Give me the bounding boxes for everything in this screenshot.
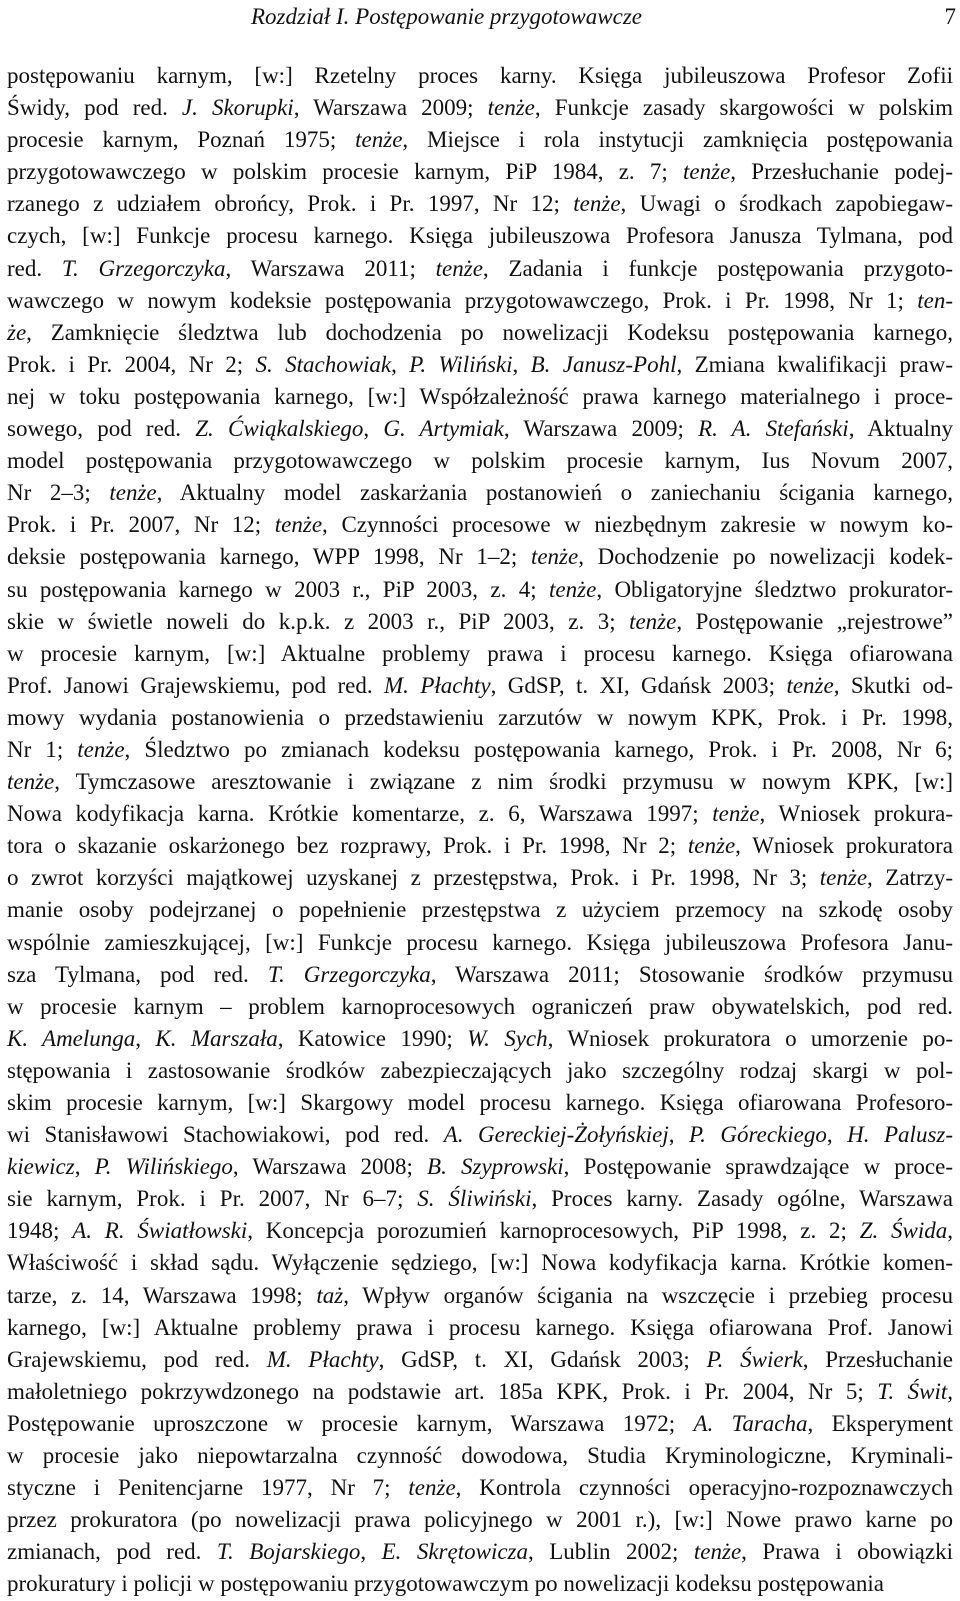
italic-text-segment: Z. Świda: [859, 1218, 948, 1244]
italic-text-segment: K. Marszała: [155, 1025, 278, 1051]
italic-text-segment: tenże: [786, 672, 834, 698]
text-segment: ,: [135, 1025, 156, 1051]
italic-text-segment: T. Świt: [877, 1378, 948, 1404]
text-line: [7, 574, 953, 606]
text-segment: , Eksperyment: [807, 1410, 953, 1436]
text-segment: tora o skazanie oskarżonego bez rozprawy, Prok. i Pr. 1998, Nr 2;: [7, 833, 688, 859]
text-segment: model postępowania przygotowawczego w polskim procesie karnym, Ius Novum 2007,: [7, 448, 953, 474]
text-segment: red.: [7, 255, 62, 281]
text-line: [7, 959, 953, 991]
italic-text-segment: M. Płachty: [384, 672, 491, 698]
text-line: [7, 509, 953, 541]
text-segment: sowego, pod red.: [7, 416, 196, 442]
text-segment: skim procesie karnym, [w:] Skargowy model procesu karnego. Księga ofiarowana Profesoro-: [7, 1090, 953, 1115]
text-segment: Właściwość i skład sądu. Wyłączenie sędziego, [w:] Nowa kodyfikacja karna. Krótkie komen-: [7, 1250, 953, 1276]
text-segment: ,: [74, 1154, 95, 1180]
text-line: [7, 670, 953, 702]
italic-text-segment: K. Amelunga: [7, 1025, 136, 1051]
text-line: [7, 638, 953, 670]
text-segment: sie karnym, Prok. i Pr. 2007, Nr 6–7;: [7, 1186, 418, 1212]
italic-text-segment: T. Bojarskiego: [216, 1539, 361, 1565]
text-segment: , Warszawa 2009;: [293, 95, 488, 121]
text-segment: , Dochodzenie po nowelizacji kodek-: [578, 544, 953, 570]
text-segment: ,: [391, 351, 410, 377]
text-segment: przez prokuratora (po nowelizacji prawa policyjnego w 2001 r.), [w:] Nowe prawo karne po: [7, 1507, 953, 1533]
text-segment: , Zadania i funkcje postępowania przygoto-: [482, 255, 953, 281]
text-line: [7, 413, 953, 445]
text-segment: , Aktualny: [848, 416, 953, 442]
text-segment: , Katowice 1990;: [277, 1025, 468, 1051]
text-line: [7, 349, 953, 381]
italic-text-segment: tenże: [693, 1539, 742, 1565]
text-segment: wi Stanisławowi Stachowiakowi, pod red.: [7, 1122, 444, 1148]
italic-text-segment: tenże: [408, 1475, 456, 1501]
text-segment: , Wniosek prokura-: [759, 801, 953, 827]
bibliography-text: [7, 60, 953, 1601]
text-segment: tarze, z. 14, Warszawa 1998;: [7, 1282, 317, 1308]
text-segment: Nr 2–3;: [7, 480, 110, 506]
text-segment: Prok. i Pr. 2004, Nr 2;: [7, 351, 256, 377]
text-line: [7, 798, 953, 830]
italic-text-segment: taż: [316, 1282, 344, 1308]
text-segment: Prok. i Pr. 2007, Nr 12;: [7, 512, 275, 538]
text-segment: , Miejsce i rola instytucji zamknięcia postępowania: [402, 127, 953, 153]
italic-text-segment: tenże: [109, 480, 157, 506]
text-line: [7, 991, 953, 1023]
text-segment: , Przesłuchanie podej-: [730, 159, 953, 185]
italic-text-segment: tenże: [573, 191, 621, 217]
text-line: [7, 253, 953, 285]
text-segment: sza Tylmana, pod red.: [7, 961, 268, 987]
text-line: [7, 1408, 953, 1440]
italic-text-segment: Z. Ćwiąkalskiego: [195, 416, 364, 442]
page-header: [0, 0, 960, 36]
text-line: [7, 188, 953, 220]
text-segment: prokuratury i policji w postępowaniu przygotowawczym po nowelizacji kodeksu postępowania: [7, 1571, 884, 1597]
italic-text-segment: T. Grzegorczyka: [61, 255, 226, 281]
text-line: [7, 477, 953, 509]
text-line: [7, 1023, 953, 1055]
text-segment: , Wniosek prokuratora: [735, 833, 953, 859]
text-segment: , Kontrola czynności operacyjno-rozpoznawczych: [455, 1475, 953, 1501]
text-segment: , Obligatoryjne śledztwo prokurator-: [596, 576, 953, 602]
text-segment: , Aktualny model zaskarżania postanowień o zaniechaniu ścigania karnego,: [156, 480, 953, 506]
text-segment: przygotowawczego w polskim procesie karnym, PiP 1984, z. 7;: [7, 159, 684, 185]
italic-text-segment: tenże: [274, 512, 323, 538]
text-line: [7, 60, 953, 92]
text-segment: , GdSP, t. XI, Gdańsk 2003;: [378, 1346, 707, 1372]
italic-text-segment: A. R. Światłowski: [72, 1218, 248, 1244]
page-number: 7: [944, 4, 956, 29]
text-line: [7, 1504, 953, 1536]
text-segment: , Postępowanie „rejestrowe”: [676, 608, 953, 634]
italic-text-segment: tenże: [530, 544, 579, 570]
text-line: [7, 1183, 953, 1215]
italic-text-segment: tenże: [487, 95, 535, 121]
text-segment: Prof. Janowi Grajewskiemu, pod red.: [7, 672, 385, 698]
text-segment: karnego, [w:] Aktualne problemy prawa i procesu karnego. Księga ofiarowana Prof. Janowi: [7, 1314, 953, 1340]
text-line: [7, 1536, 953, 1568]
italic-text-segment: J. Skorupki: [181, 95, 294, 121]
text-segment: Nowa kodyfikacja karna. Krótkie komentarze, z. 6, Warszawa 1997;: [7, 801, 713, 827]
italic-text-segment: W. Sych: [467, 1025, 548, 1051]
text-line: [7, 894, 953, 926]
italic-text-segment: P. Góreckiego: [689, 1122, 827, 1148]
text-segment: nej w toku postępowania karnego, [w:] Współzależność prawa karnego materialnego i proce-: [7, 383, 953, 409]
text-segment: , Koncepcja porozumień karnoprocesowych, PiP 1998, z. 2;: [247, 1218, 860, 1244]
text-segment: wspólnie zamieszkującej, [w:] Funkcje procesu karnego. Księga jubileuszowa Profesora Janu-: [7, 929, 953, 955]
italic-text-segment: H. Palusz-: [847, 1122, 954, 1148]
text-segment: o zwrot korzyści majątkowej uzyskanej z przestępstwa, Prok. i Pr. 1998, Nr 3;: [7, 865, 820, 891]
text-segment: , Wniosek prokuratora o umorzenie po-: [547, 1025, 954, 1051]
text-line: [7, 606, 953, 638]
text-line: [7, 445, 953, 477]
italic-text-segment: G. Artymiak: [383, 416, 504, 442]
text-segment: stępowania i zastosowanie środków zabezpieczających jako szczególny rodzaj skargi w pol-: [7, 1057, 953, 1083]
italic-text-segment: tenże: [819, 865, 868, 891]
text-segment: , Prawa i obowiązki: [741, 1539, 953, 1565]
italic-text-segment: S. Śliwiński: [417, 1186, 532, 1212]
text-line: [7, 702, 953, 734]
text-segment: , Czynności procesowe w niezbędnym zakresie w nowym ko-: [322, 512, 953, 538]
italic-text-segment: B. Janusz-Pohl: [530, 351, 677, 377]
italic-text-segment: kiewicz: [7, 1154, 75, 1180]
text-line: [7, 1376, 953, 1408]
text-segment: , Warszawa 2009;: [503, 416, 699, 442]
italic-text-segment: że: [7, 319, 27, 345]
text-segment: , GdSP, t. XI, Gdańsk 2003;: [490, 672, 787, 698]
italic-text-segment: P. Wilińskiego: [94, 1154, 233, 1180]
text-line: [7, 1087, 953, 1119]
text-line: [7, 1440, 953, 1472]
text-line: [7, 862, 953, 894]
text-segment: , Proces karny. Zasady ogólne, Warszawa: [531, 1186, 953, 1212]
text-segment: deksie postępowania karnego, WPP 1998, Nr 1–2;: [7, 544, 531, 570]
text-line: [7, 124, 953, 156]
italic-text-segment: A. Gereckiej-Żołyńskiej: [443, 1122, 669, 1148]
italic-text-segment: S. Stachowiak: [255, 351, 392, 377]
text-line: [7, 156, 953, 188]
text-line: [7, 734, 953, 766]
text-segment: zmianach, pod red.: [7, 1539, 217, 1565]
italic-text-segment: tenże: [77, 736, 125, 762]
italic-text-segment: tenże: [7, 769, 55, 795]
text-segment: ,: [668, 1122, 690, 1148]
text-segment: ,: [826, 1122, 848, 1148]
text-line: [7, 1247, 953, 1279]
text-line: [7, 1472, 953, 1504]
text-segment: ,: [360, 1539, 382, 1565]
text-line: [7, 381, 953, 413]
text-segment: czych, [w:] Funkcje procesu karnego. Księga jubileuszowa Profesora Janusza Tylmana, pod: [7, 223, 953, 249]
text-segment: , Uwagi o środkach zapobiegaw-: [620, 191, 953, 217]
text-line: [7, 1119, 953, 1151]
italic-text-segment: T. Grzegorczyka: [267, 961, 431, 987]
text-line: [7, 541, 953, 573]
text-line: [7, 285, 953, 317]
text-segment: w procesie karnym, [w:] Aktualne problemy prawa i procesu karnego. Księga ofiarowana: [7, 640, 953, 666]
italic-text-segment: tenże: [629, 608, 677, 634]
text-line: [7, 766, 953, 798]
text-segment: ,: [947, 1378, 953, 1404]
running-head: Rozdział I. Postępowanie przygotowawcze: [251, 4, 642, 29]
italic-text-segment: A. Taracha: [693, 1410, 808, 1436]
text-segment: , Lublin 2002;: [528, 1539, 694, 1565]
italic-text-segment: tenże: [549, 576, 597, 602]
text-segment: , Warszawa 2011;: [225, 255, 436, 281]
italic-text-segment: M. Płachty: [266, 1346, 379, 1372]
text-segment: wawczego w nowym kodeksie postępowania przygotowawczego, Prok. i Pr. 1998, Nr 1;: [7, 287, 918, 313]
text-line: [7, 1215, 953, 1247]
text-segment: w procesie karnym – problem karnoprocesowych ograniczeń praw obywatelskich, pod red.: [7, 993, 953, 1019]
text-segment: , Wpływ organów ścigania na wszczęcie i przebieg procesu: [343, 1282, 953, 1308]
italic-text-segment: tenże: [687, 833, 736, 859]
text-segment: małoletniego pokrzywdzonego na podstawie art. 185a KPK, Prok. i Pr. 2004, Nr 5;: [7, 1378, 878, 1404]
text-segment: ,: [512, 351, 531, 377]
text-line: [7, 1151, 953, 1183]
text-segment: manie osoby podejrzanej o popełnienie przestępstwa z użyciem przemocy na szkodę osoby: [7, 897, 953, 923]
text-segment: , Śledztwo po zmianach kodeksu postępowania karnego, Prok. i Pr. 2008, Nr 6;: [124, 736, 953, 762]
text-segment: procesie karnym, Poznań 1975;: [7, 127, 356, 153]
text-segment: Świdy, pod red.: [7, 95, 182, 121]
text-segment: , Tymczasowe aresztowanie i związane z nim środki przymusu w nowym KPK, [w:]: [54, 769, 953, 795]
text-segment: , Postępowanie sprawdzające w proce-: [563, 1154, 953, 1180]
text-segment: w procesie jako niepowtarzalna czynność dowodowa, Studia Kryminologiczne, Kryminali-: [7, 1443, 953, 1469]
text-segment: 1948;: [7, 1218, 73, 1244]
italic-text-segment: tenże: [355, 127, 403, 153]
italic-text-segment: tenże: [712, 801, 760, 827]
italic-text-segment: tenże: [683, 159, 731, 185]
text-segment: , Zatrzy-: [867, 865, 953, 891]
text-line: [7, 1280, 953, 1312]
italic-text-segment: R. A. Stefański: [698, 416, 849, 442]
text-segment: , Zamknięcie śledztwa lub dochodzenia po nowelizacji Kodeksu postępowania karnego,: [26, 319, 953, 345]
text-segment: , Skutki od-: [833, 672, 953, 698]
text-segment: , Zmiana kwalifikacji praw-: [676, 351, 953, 377]
text-segment: styczne i Penitencjarne 1977, Nr 7;: [7, 1475, 409, 1501]
italic-text-segment: P. Wiliński: [409, 351, 513, 377]
text-segment: Nr 1;: [7, 736, 78, 762]
text-line: [7, 220, 953, 252]
text-segment: ,: [363, 416, 384, 442]
text-segment: , Funkcje zasady skargowości w polskim: [534, 95, 953, 121]
text-segment: , Warszawa 2008;: [232, 1154, 428, 1180]
italic-text-segment: P. Świerk: [706, 1346, 803, 1372]
text-segment: skie w świetle noweli do k.p.k. z 2003 r., PiP 2003, z. 3;: [7, 608, 630, 634]
text-line: [7, 1568, 953, 1600]
text-line: [7, 830, 953, 862]
italic-text-segment: ten-: [917, 287, 953, 313]
italic-text-segment: E. Skrętowicza: [381, 1539, 528, 1565]
text-line: [7, 92, 953, 124]
text-segment: postępowaniu karnym, [w:] Rzetelny proces karny. Księga jubileuszowa Profesor Zofii: [7, 63, 953, 88]
text-segment: , Warszawa 2011; Stosowanie środków przymusu: [430, 961, 953, 987]
text-line: [7, 1312, 953, 1344]
text-line: [7, 1055, 953, 1087]
text-segment: , Przesłuchanie: [802, 1346, 953, 1372]
text-line: [7, 1344, 953, 1376]
text-segment: ,: [947, 1218, 953, 1244]
text-segment: Postępowanie uproszczone w procesie karnym, Warszawa 1972;: [7, 1410, 694, 1436]
text-line: [7, 317, 953, 349]
text-segment: su postępowania karnego w 2003 r., PiP 2003, z. 4;: [7, 576, 550, 602]
italic-text-segment: tenże: [435, 255, 483, 281]
text-line: [7, 927, 953, 959]
italic-text-segment: B. Szyprowski: [427, 1154, 564, 1180]
text-segment: rzanego z udziałem obrońcy, Prok. i Pr. 1997, Nr 12;: [7, 191, 574, 217]
text-segment: Grajewskiemu, pod red.: [7, 1346, 267, 1372]
text-segment: mowy wydania postanowienia o przedstawieniu zarzutów w nowym KPK, Prok. i Pr. 1998,: [7, 704, 953, 730]
